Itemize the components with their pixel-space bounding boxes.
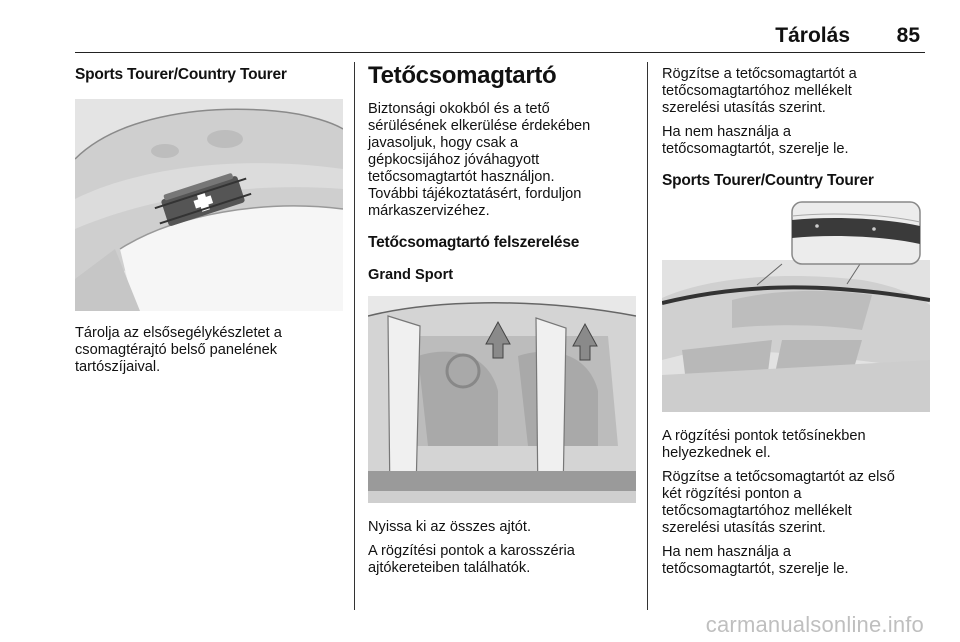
roof-rails-illustration — [662, 200, 930, 412]
intro-paragraph: Biztonsági okokból és a tető sérülésének elkerülése érdekében javasoljuk, hogy csak a gépkocsijához jóváhagyott tetőcsomagtartót használjon. További tájékoztatásért, forduljon márkaszervizéhez. — [368, 101, 591, 219]
first-aid-kit-illustration — [75, 99, 343, 311]
fit-rack-paragraph: Rögzítse a tetőcsomagtartót a tetőcsomagtartóhoz mellékelt szerelési utasítás szerint. — [662, 66, 857, 116]
roof-rack-title: Tetőcsomagtartó — [368, 62, 557, 89]
section-title: Tárolás — [775, 24, 850, 47]
page-header — [0, 24, 960, 52]
fit-front-points-paragraph: Rögzítse a tetőcsomagtartót az első két rögzítési ponton a tetőcsomagtartóhoz mellékelt szerelési utasítás szerint. — [662, 469, 895, 536]
remove-rack-paragraph: Ha nem használja a tetőcsomagtartót, szerelje le. — [662, 124, 849, 157]
mounting-points-paragraph: A rögzítési pontok a karosszéria ajtókereteiben találhatók. — [368, 543, 575, 576]
kit-caption: Tárolja az elsősegélykészletet a csomagtérajtó belső panelének tartószíjaival. — [75, 325, 282, 375]
column-divider-1 — [354, 62, 355, 610]
heading-sports-tourer: Sports Tourer/Country Tourer — [75, 66, 287, 83]
column-2 — [368, 62, 636, 584]
roof-rail-points-paragraph: A rögzítési pontok tetősínekben helyezkednek el. — [662, 428, 866, 461]
remove-rack-paragraph-2: Ha nem használja a tetőcsomagtartót, szerelje le. — [662, 544, 849, 577]
header-divider — [75, 52, 925, 53]
column-divider-2 — [647, 62, 648, 610]
open-doors-illustration — [368, 296, 636, 503]
column-3 — [662, 62, 930, 585]
watermark: carmanualsonline.info — [705, 612, 924, 637]
grand-sport-label: Grand Sport — [368, 267, 454, 283]
heading-sports-tourer-2: Sports Tourer/Country Tourer — [662, 172, 874, 189]
column-1 — [75, 62, 343, 383]
open-doors-paragraph: Nyissa ki az összes ajtót. — [368, 519, 532, 535]
mounting-subheading: Tetőcsomagtartó felszerelése — [368, 234, 580, 251]
page-number: 85 — [896, 24, 920, 47]
